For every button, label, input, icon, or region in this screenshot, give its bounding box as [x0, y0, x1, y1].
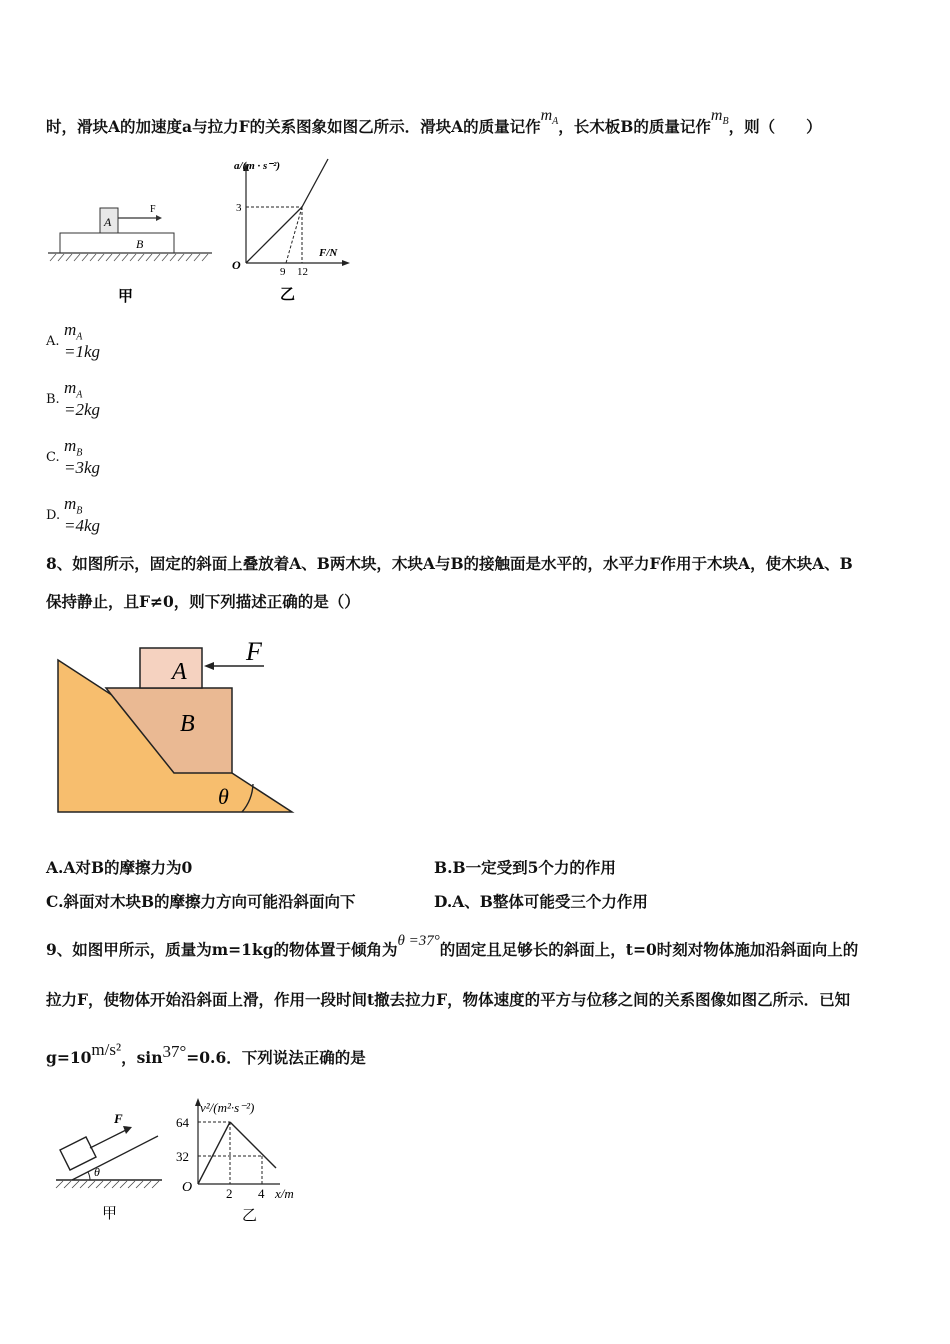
q8-answer-c[interactable]: C.斜面对木块B的摩擦力方向可能沿斜面向下	[46, 892, 356, 911]
q7-figure-jia	[44, 195, 216, 307]
q9-figure-yi	[172, 1094, 312, 1226]
q8-answer-b[interactable]: B.B一定受到5个力的作用	[434, 858, 616, 877]
q9-y-tick-64: 64	[176, 1115, 189, 1130]
q8-label-F: F	[246, 637, 262, 666]
q7-label-F: F	[150, 204, 156, 215]
q9-line-1b: 的固定且足够长的斜面上，t=0时刻对物体施加沿斜面向上的	[439, 940, 859, 959]
q9-figure-jia	[50, 1100, 168, 1224]
q8-label-A: A	[172, 659, 187, 685]
q7-y-axis-label: a/(m · s⁻²)	[234, 160, 281, 172]
q7-y-tick-3: 3	[236, 202, 242, 214]
q8-answer-a[interactable]: A.A对B的摩擦力为0	[46, 858, 193, 877]
q9-label-F: F	[114, 1111, 123, 1126]
q7-option-c-letter: C.	[46, 450, 60, 465]
q7-option-b-math: $m_A =2kg$	[64, 378, 101, 420]
q7-x-tick-12: 12	[297, 266, 308, 278]
q9-theta-expr: θ =37°	[397, 933, 440, 949]
q7-origin: O	[232, 258, 241, 272]
q8-line-2: 保持静止，且F≠0，则下列描述正确的是（）	[46, 592, 360, 611]
q9-y-axis-label: v²/(m²·s⁻²)	[200, 1100, 255, 1115]
q7-option-a-math: $m_A =1kg$	[64, 320, 101, 362]
q7-x-axis-label: F/N	[319, 247, 338, 259]
q7-caption-yi: 乙	[280, 287, 296, 303]
q9-line-3c: =0.6．下列说法正确的是	[186, 1048, 366, 1067]
q9-x-axis-label: x/m	[275, 1186, 294, 1201]
q7-option-d-letter: D.	[46, 508, 61, 523]
q8-figure	[52, 636, 302, 816]
q7-end-text: ，则（ ）	[728, 117, 822, 136]
q9-graph-rise	[198, 1122, 230, 1184]
q7-option-d-math: $m_B =4kg$	[64, 494, 101, 536]
q7-option-c-math: $m_B =3kg$	[64, 436, 101, 478]
q9-x-tick-2: 2	[226, 1186, 233, 1201]
q8-line-1: 8、如图所示，固定的斜面上叠放着A、B两木块，木块A与B的接触面是水平的，水平力F作用于木块A，使木块A、B	[46, 554, 853, 573]
q7-option-b-letter: B.	[46, 392, 60, 407]
q7-graph-segment-1	[246, 207, 302, 263]
q7-label-A: A	[104, 215, 112, 229]
q9-sin-label: ，sin	[121, 1048, 163, 1067]
q7-mid-text: ，长木板B的质量记作	[558, 117, 711, 136]
q9-block	[60, 1137, 96, 1170]
q7-graph-segment-2	[302, 159, 328, 207]
q8-block-A	[140, 648, 202, 688]
q7-mB-symbol: $m_B$	[710, 107, 729, 128]
q9-caption-jia: 甲	[102, 1206, 118, 1222]
q9-line-1a: 9、如图甲所示，质量为m=1kg的物体置于倾角为	[46, 940, 398, 959]
q9-g-unit: m/s²	[91, 1040, 122, 1059]
q9-x-tick-4: 4	[258, 1186, 265, 1201]
q9-y-tick-32: 32	[176, 1149, 189, 1164]
q7-x-tick-9: 9	[280, 266, 286, 278]
q8-label-theta: θ	[218, 784, 229, 809]
q7-option-a-letter: A.	[46, 334, 60, 349]
q9-caption-yi: 乙	[242, 1208, 258, 1224]
q9-line-3	[46, 1040, 366, 1068]
q7-label-B: B	[136, 237, 144, 251]
q7-board-B	[60, 233, 174, 253]
q9-sin-arg: 37°	[162, 1042, 187, 1061]
q9-origin: O	[182, 1180, 193, 1195]
q7-stem-text: 时，滑块A的加速度a与拉力F的关系图象如图乙所示．滑块A的质量记作	[46, 117, 541, 136]
q9-graph-fall	[230, 1122, 276, 1168]
q9-g-value: g=10	[46, 1048, 92, 1067]
q7-figure-yi	[226, 155, 358, 305]
q8-answer-d[interactable]: D.A、B整体可能受三个力作用	[434, 892, 648, 911]
q7-stem-line	[46, 107, 822, 139]
q7-mA-symbol: $m_A$	[540, 107, 559, 128]
q8-label-B: B	[180, 711, 195, 737]
q7-caption-jia: 甲	[118, 289, 134, 305]
q9-line-1	[46, 933, 859, 960]
q9-line-2: 拉力F，使物体开始沿斜面上滑，作用一段时间t撤去拉力F，物体速度的平方与位移之间的关系图像如图乙所示．已知	[46, 990, 851, 1009]
q9-label-theta: θ	[94, 1165, 100, 1179]
